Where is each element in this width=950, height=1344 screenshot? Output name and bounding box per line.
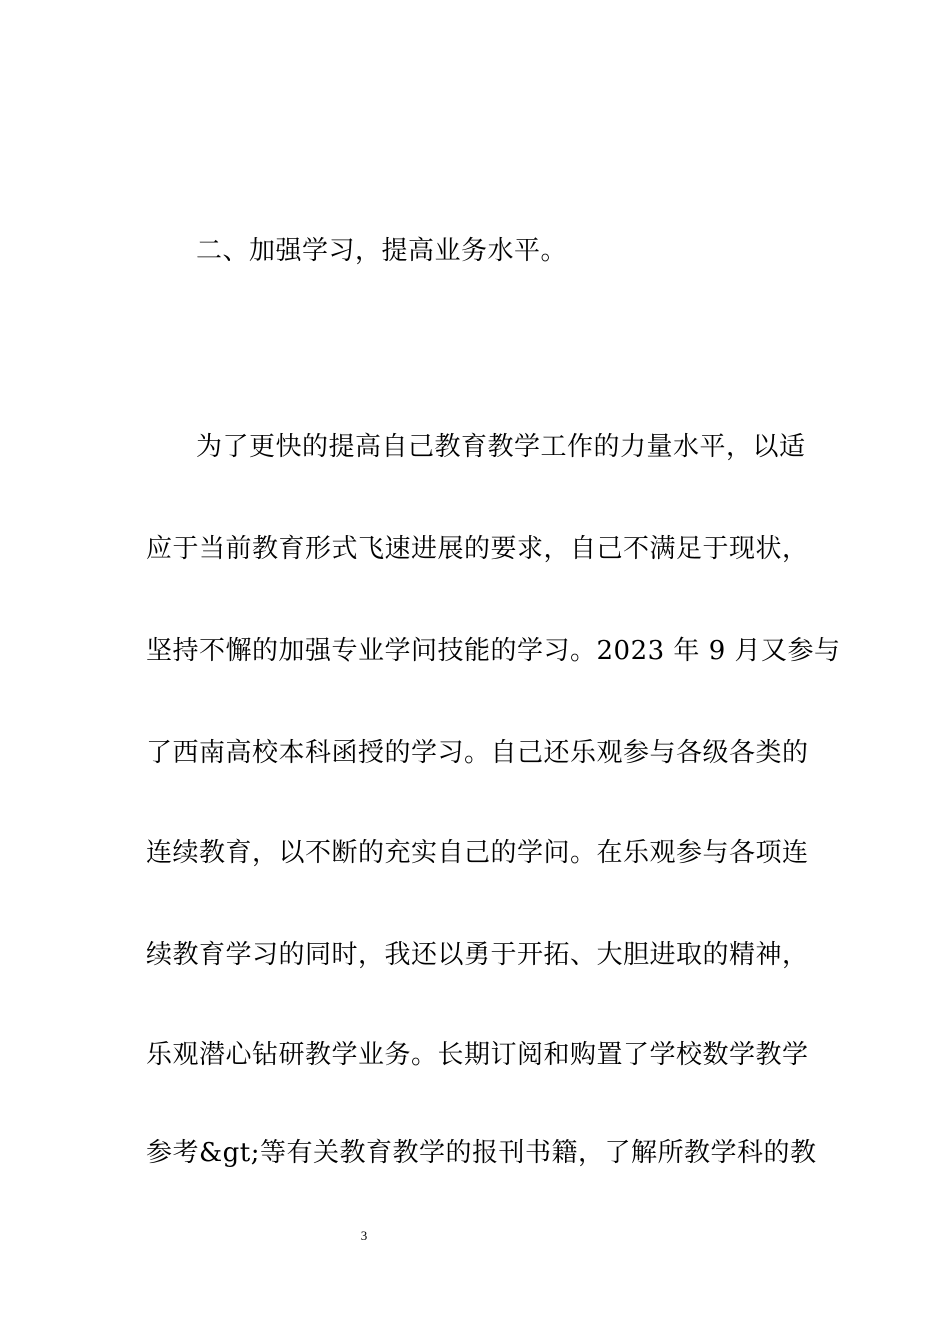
paragraph-line: 为了更快的提高自己教育教学工作的力量水平，以适 <box>196 432 806 462</box>
section-heading: 二、加强学习，提高业务水平。 <box>196 236 568 266</box>
paragraph-line: 参考&gt;等有关教育教学的报刊书籍，了解所教学科的教 <box>146 1138 817 1168</box>
paragraph-line: 连续教育，以不断的充实自己的学问。在乐观参与各项连 <box>146 838 809 868</box>
paragraph-line: 应于当前教育形式飞速进展的要求，自己不满足于现状， <box>146 534 809 564</box>
paragraph-line: 乐观潜心钻研教学业务。长期订阅和购置了学校数学教学 <box>146 1040 809 1070</box>
page-number: 3 <box>360 1228 368 1243</box>
paragraph-line: 了西南高校本科函授的学习。自己还乐观参与各级各类的 <box>146 738 809 768</box>
paragraph-line: 续教育学习的同时，我还以勇于开拓、大胆进取的精神， <box>146 940 809 970</box>
paragraph-line: 坚持不懈的加强专业学问技能的学习。2023 年 9 月又参与 <box>146 636 841 666</box>
